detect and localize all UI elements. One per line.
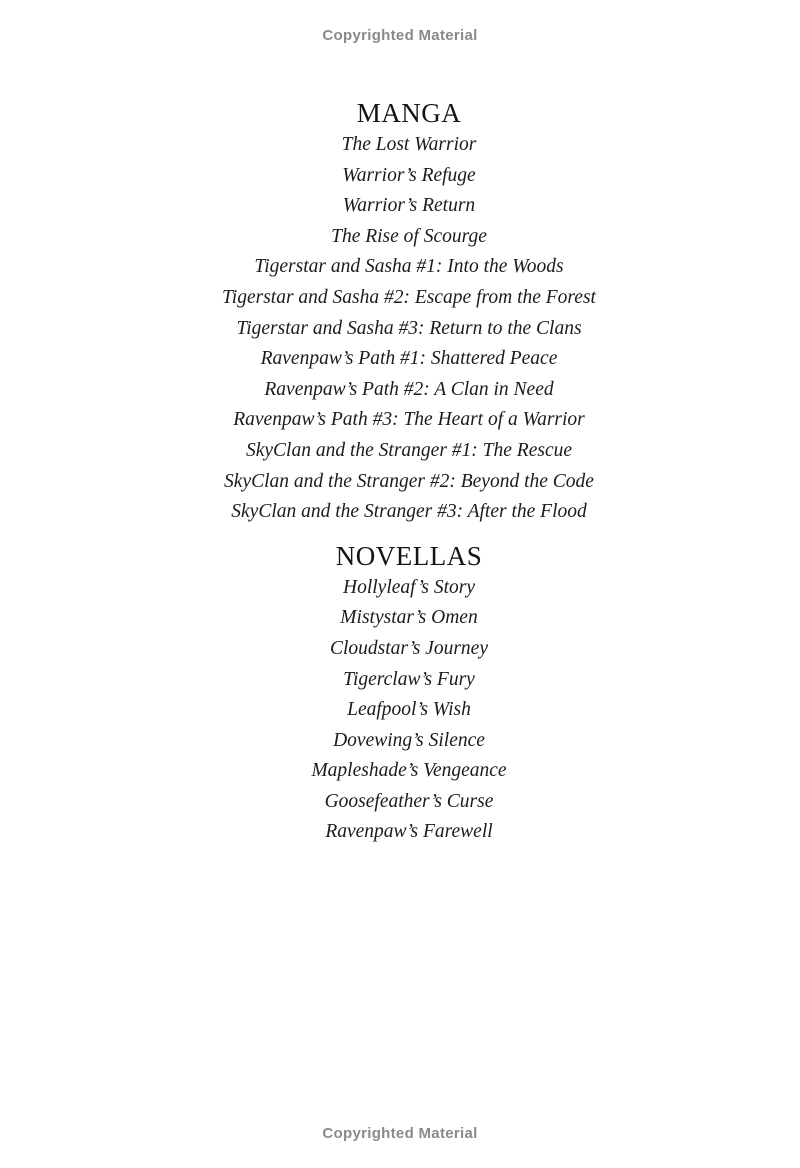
book-title: SkyClan and the Stranger #3: After the Flood [231, 501, 587, 523]
copyright-notice-bottom: Copyrighted Material [322, 1125, 478, 1142]
copyright-notice-top: Copyrighted Material [322, 27, 478, 44]
book-title: The Rise of Scourge [331, 225, 487, 247]
book-title: Warrior’s Refuge [342, 164, 476, 186]
book-title: Leafpool’s Wish [347, 699, 471, 721]
book-title: Hollyleaf’s Story [343, 576, 475, 598]
book-title: Tigerstar and Sasha #2: Escape from the Forest [222, 286, 596, 308]
book-title: SkyClan and the Stranger #1: The Rescue [245, 439, 572, 461]
book-title: Dovewing’s Silence [333, 729, 485, 751]
book-title: Tigerstar and Sasha #3: Return to the Clans [236, 317, 582, 339]
section-heading-manga: MANGA [356, 98, 462, 128]
book-title: Mapleshade’s Vengeance [311, 760, 507, 782]
book-title: Mistystar’s Omen [340, 607, 478, 629]
book-title: Goosefeather’s Curse [324, 790, 494, 812]
book-list-page [9, 96, 800, 848]
book-title: SkyClan and the Stranger #2: Beyond the Code [224, 470, 594, 492]
book-title: The Lost Warrior [341, 134, 477, 155]
book-title: Ravenpaw’s Farewell [325, 821, 493, 843]
book-title: Tigerclaw’s Fury [343, 668, 475, 690]
book-title: Warrior’s Return [342, 195, 476, 217]
book-title: Ravenpaw’s Path #3: The Heart of a Warrior [233, 409, 585, 431]
book-title: Cloudstar’s Journey [330, 637, 488, 659]
book-title: Tigerstar and Sasha #1: Into the Woods [254, 256, 564, 278]
section-heading-novellas: NOVELLAS [335, 540, 483, 571]
book-title: Ravenpaw’s Path #1: Shattered Peace [260, 348, 558, 370]
book-title: Ravenpaw’s Path #2: A Clan in Need [264, 378, 554, 400]
